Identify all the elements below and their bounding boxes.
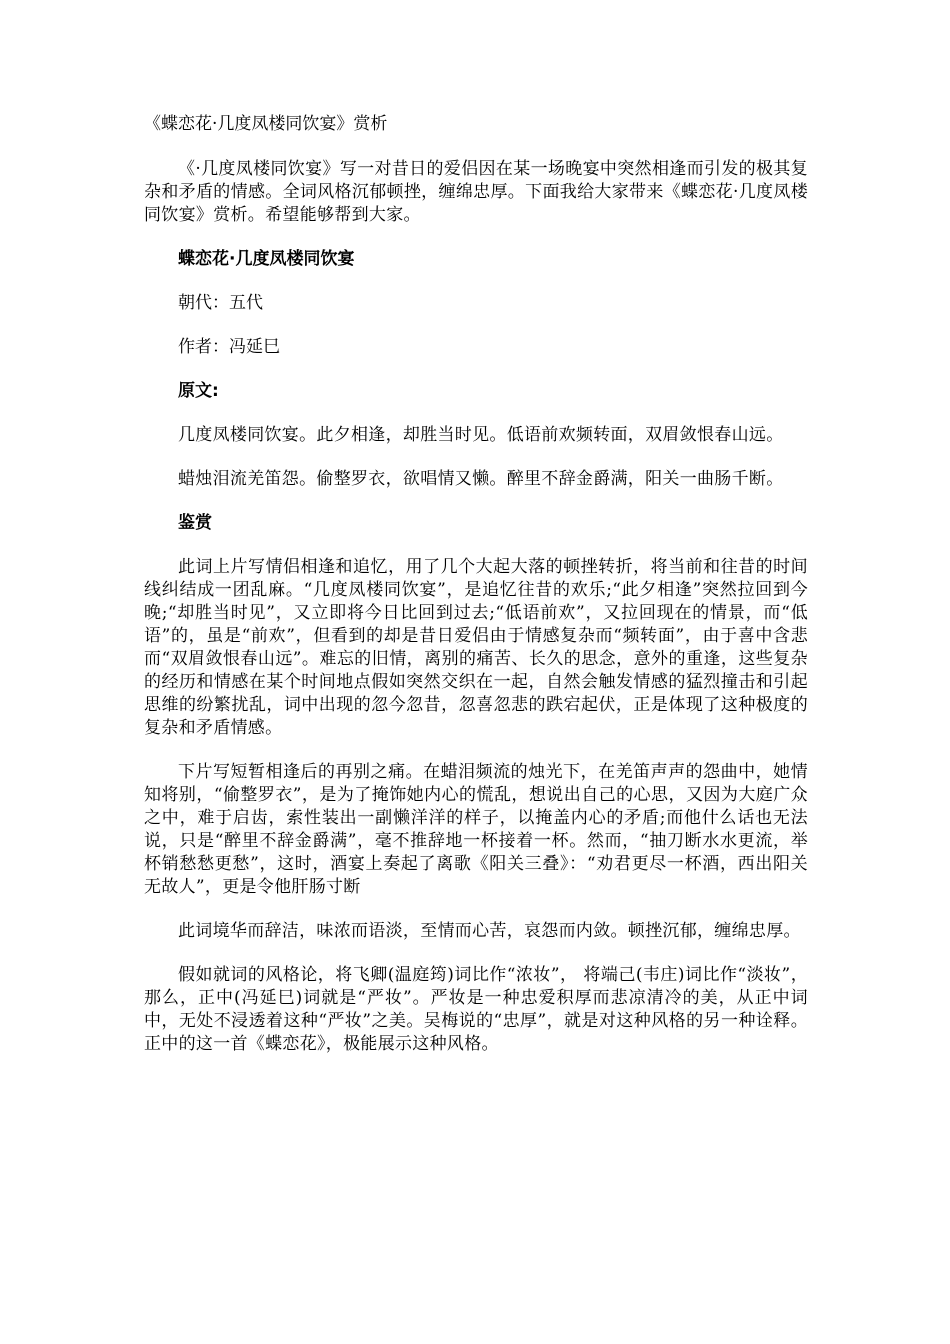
appreciation-paragraph-3: 此词境华而辞洁，味浓而语淡，至情而心苦，哀怨而内敛。顿挫沉郁，缠绵忠厚。 [178, 921, 801, 941]
appreciation-paragraph-1: 此词上片写情侣相逢和追忆，用了几个大起大落的顿挫转折，将当前和往昔的时间线纠结成一团乱麻。“几度凤楼同饮宴”，是追忆往昔的欢乐;“此夕相逢”突然拉回到今晚;“却胜当时见”，又立即将今日比回到过去;“低语前欢”，又拉回现在的情景，而“低语”的，虽是“前欢”，但看到的却是昔日爱侣由于情感复杂而“频转面”，由于喜中含悲而“双眉敛恨春山远”。难忘的旧情，离别的痛苦、长久的思念，意外的重逢，这些复杂的经历和情感在某个时间地点假如突然交织在一起，自然会触发情感的猛烈撞击和引起思维的纷繁扰乱，词中出现的忽今忽昔，忽喜忽悲的跌宕起伏，正是体现了这种极度的复杂和矛盾情感。 [144, 557, 808, 738]
author-line: 作者：冯延巳 [178, 337, 280, 357]
original-heading: 原文: [178, 381, 219, 401]
appreciation-paragraph-4: 假如就词的风格论，将飞卿(温庭筠)词比作“浓妆”， 将端己(韦庄)词比作“淡妆”，那么，正中(冯延巳)词就是“严妆”。严妆是一种忠爱积厚而悲凉清冷的美，从正中词中，无处不浸透着这种“严妆”之美。吴梅说的“忠厚”，就是对这种风格的另一种诠释。正中的这一首《蝶恋花》，极能展示这种风格。 [144, 965, 808, 1054]
original-stanza-1: 几度凤楼同饮宴。此夕相逢，却胜当时见。低语前欢频转面，双眉敛恨春山远。 [178, 425, 784, 445]
original-stanza-2: 蜡烛泪流羌笛怨。偷整罗衣，欲唱情又懒。醉里不辞金爵满，阳关一曲肠千断。 [178, 469, 784, 489]
poem-title: 蝶恋花·几度凤楼同饮宴 [178, 249, 355, 269]
intro-paragraph: 《·几度凤楼同饮宴》写一对昔日的爱侣因在某一场晚宴中突然相逢而引发的极其复杂和矛盾的情感。全词风格沉郁顿挫，缠绵忠厚。下面我给大家带来《蝶恋花·几度凤楼同饮宴》赏析。希望能够帮到大家。 [144, 159, 808, 225]
document-title: 《蝶恋花·几度凤楼同饮宴》赏析 [144, 114, 388, 134]
dynasty-line: 朝代：五代 [178, 293, 263, 313]
appreciation-heading: 鉴赏 [178, 513, 212, 533]
appreciation-paragraph-2: 下片写短暂相逢后的再别之痛。在蜡泪频流的烛光下，在羌笛声声的怨曲中，她情知将别，“偷整罗衣”，是为了掩饰她内心的慌乱，想说出自己的心思，又因为大庭广众之中，难于启齿，索性装出一副懒洋洋的样子，以掩盖内心的矛盾;而他什么话也无法说，只是“醉里不辞金爵满”，毫不推辞地一杯接着一杯。然而，“抽刀断水水更流，举杯销愁愁更愁”，这时，酒宴上奏起了离歌《阳关三叠》：“劝君更尽一杯酒，西出阳关无故人”，更是令他肝肠寸断 [144, 762, 808, 897]
document-page [144, 112, 808, 1077]
